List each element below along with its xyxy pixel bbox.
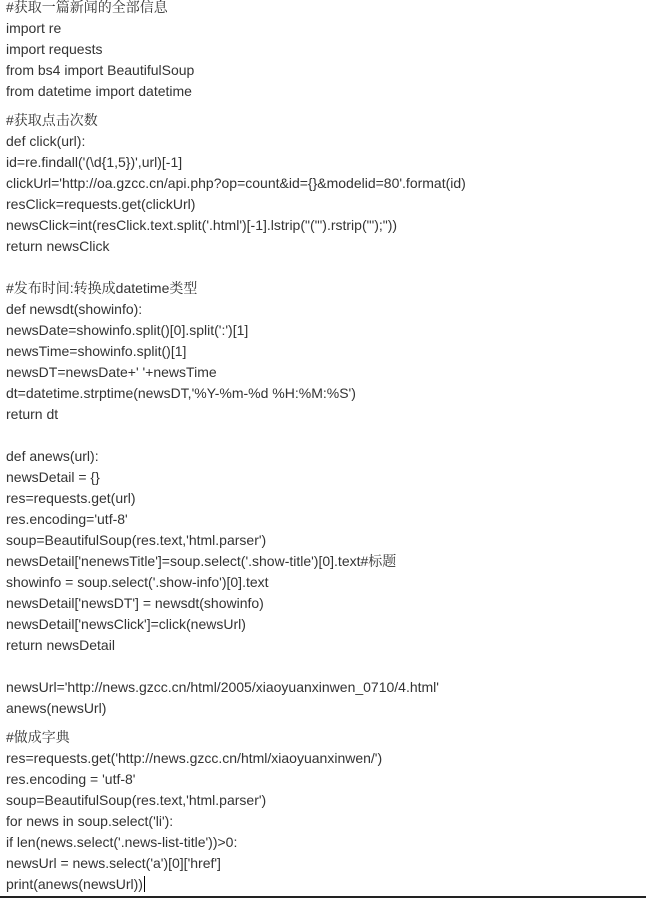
code-line: newsTime=showinfo.split()[1]: [6, 343, 187, 359]
code-line: for news in soup.select('li'):: [6, 813, 174, 829]
code-line: from datetime import datetime: [6, 83, 192, 99]
section-click-function: [6, 110, 642, 257]
code-line: newsDetail['newsDT'] = newsdt(showinfo): [6, 595, 264, 611]
code-line: newsDetail['newsClick']=click(newsUrl): [6, 616, 246, 632]
code-line: soup=BeautifulSoup(res.text,'html.parser'): [6, 532, 267, 548]
code-line: import re: [6, 20, 62, 36]
paragraph-gap: [6, 719, 642, 727]
code-line: newsDetail['nenewsTitle']=soup.select('.show-title')[0].text#标题: [6, 553, 397, 569]
code-line: if len(news.select('.news-list-title'))>0:: [6, 834, 238, 850]
code-line: id=re.findall('(\d{1,5})',url)[-1]: [6, 154, 183, 170]
section-dictionary: [6, 727, 642, 895]
paragraph-gap: [6, 102, 642, 110]
code-line: showinfo = soup.select('.show-info')[0].text: [6, 574, 269, 590]
comment-line: #获取一篇新闻的全部信息: [6, 0, 168, 15]
text-cursor: [144, 876, 145, 892]
paragraph-gap: [6, 425, 642, 446]
code-line: newsClick=int(resClick.text.split('.html')[-1].lstrip("('").rstrip("');")): [6, 217, 398, 233]
code-line: def anews(url):: [6, 448, 99, 464]
code-line-last: [6, 874, 642, 895]
section-anews-function: [6, 446, 642, 656]
code-line: return dt: [6, 406, 59, 422]
code-line: newsDT=newsDate+' '+newsTime: [6, 364, 217, 380]
comment-line: #发布时间:转换成datetime类型: [6, 280, 198, 296]
code-line: newsUrl='http://news.gzcc.cn/html/2005/xiaoyuanxinwen_0710/4.html': [6, 679, 439, 695]
code-line: res=requests.get(url): [6, 490, 136, 506]
code-line: res=requests.get('http://news.gzcc.cn/html/xiaoyuanxinwen/'): [6, 750, 383, 766]
section-imports: [6, 0, 642, 102]
code-line: clickUrl='http://oa.gzcc.cn/api.php?op=count&id={}&modelid=80'.format(id): [6, 175, 466, 191]
code-line: soup=BeautifulSoup(res.text,'html.parser'): [6, 792, 267, 808]
code-line: return newsClick: [6, 238, 110, 254]
code-line: def newsdt(showinfo):: [6, 301, 143, 317]
code-line-text: print(anews(newsUrl)): [6, 876, 143, 892]
code-line: from bs4 import BeautifulSoup: [6, 62, 195, 78]
code-line: res.encoding='utf-8': [6, 511, 128, 527]
paragraph-gap: [6, 656, 642, 677]
section-call: [6, 677, 642, 719]
code-line: def click(url):: [6, 133, 86, 149]
code-line: newsUrl = news.select('a')[0]['href']: [6, 855, 221, 871]
comment-line: #做成字典: [6, 729, 70, 745]
code-document[interactable]: [6, 0, 642, 895]
bottom-divider: [0, 896, 646, 898]
comment-line: #获取点击次数: [6, 112, 98, 128]
code-line: newsDetail = {}: [6, 469, 100, 485]
code-line: dt=datetime.strptime(newsDT,'%Y-%m-%d %H:%M:%S'): [6, 385, 356, 401]
section-newsdt-function: [6, 278, 642, 425]
code-line: res.encoding = 'utf-8': [6, 771, 136, 787]
code-line: import requests: [6, 41, 103, 57]
code-line: return newsDetail: [6, 637, 115, 653]
code-line: resClick=requests.get(clickUrl): [6, 196, 196, 212]
paragraph-gap: [6, 257, 642, 278]
code-line: anews(newsUrl): [6, 700, 107, 716]
code-line: newsDate=showinfo.split()[0].split(':')[1]: [6, 322, 249, 338]
